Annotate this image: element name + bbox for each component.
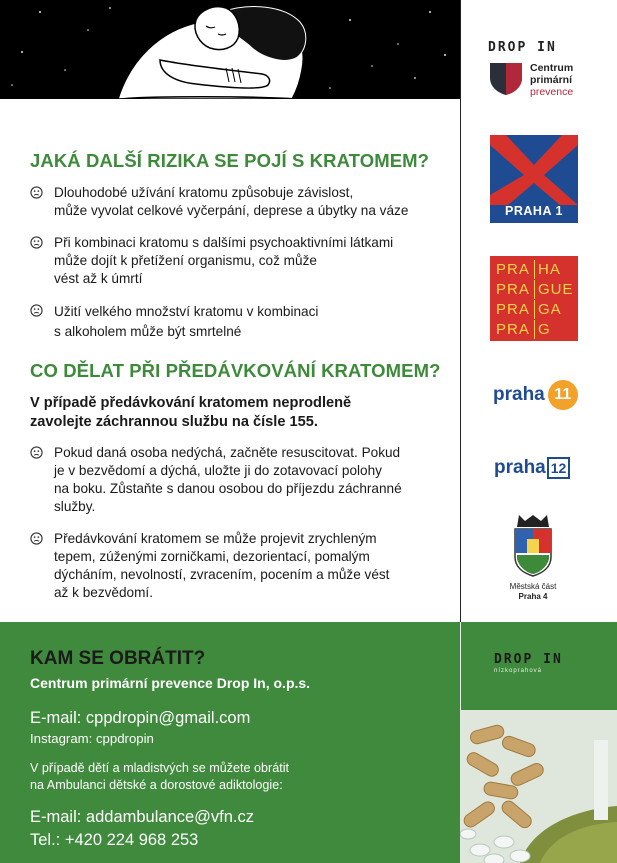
dropin-subtitle-2: primární [530, 74, 573, 86]
list-item-line: Užití velkého množství kratomu v kombinaci [54, 304, 319, 319]
lede-line: zavolejte záchrannou službu na čísle 155. [30, 414, 318, 430]
praha-tile-b2: GUE [534, 280, 572, 299]
sad-face-icon [30, 236, 43, 249]
section-overdose-heading: CO DĚLAT PŘI PŘEDÁVKOVÁNÍ KRATOMEM? [30, 360, 441, 381]
lede-line: V případě předávkování kratomem neprodleně [30, 395, 352, 411]
praha12-number: 12 [547, 457, 571, 479]
praha-tile-b1: PRA [496, 281, 530, 298]
list-item-line: s alkoholem může být smrtelné [54, 324, 242, 339]
praha-tile-c1: PRA [496, 301, 530, 318]
list-item-line: až k bezvědomí. [54, 585, 153, 600]
praha4-coat-of-arms-icon [511, 513, 555, 577]
dropin-logo [488, 40, 603, 104]
praha1-cross-icon [490, 135, 578, 205]
list-item-line: může vyvolat celkové vyčerpání, deprese a úbytky na váze [54, 203, 409, 218]
dropin-footer-logo [494, 652, 594, 674]
contact-block [30, 648, 430, 850]
contact-email-link[interactable]: E-mail: cppdropin@gmail.com [30, 709, 251, 727]
contact-note [30, 760, 430, 794]
overdose-list [30, 444, 450, 602]
kratom-capsules-photo [460, 710, 617, 863]
praha-tile-d1: PRA [496, 321, 530, 338]
praha11-badge [548, 380, 578, 410]
praha11-number: 11 [554, 386, 572, 403]
list-item-line: dýcháním, nevolností, zvracením, pocením a může vést [54, 567, 390, 582]
list-item-line: je v bezvědomí a dýchá, uložte ji do zotavovací polohy [54, 463, 382, 478]
list-item [30, 184, 450, 220]
dropin-subtitle-3: prevence [530, 86, 574, 98]
list-item-line: tepem, zúženými zorničkami, dezorientací, pomalým [54, 549, 370, 564]
list-item-line: Dlouhodobé užívání kratomu způsobuje závislost, [54, 185, 354, 200]
sad-face-icon [30, 186, 43, 199]
praha-tile-c2: GA [534, 300, 572, 319]
praha12-logo [494, 453, 594, 483]
footer-divider [460, 622, 461, 710]
dropin-logo-word: DROP IN [488, 40, 557, 55]
ambulance-email-link[interactable]: E-mail: addambulance@vfn.cz [30, 808, 255, 826]
list-item-line: Pokud daná osoba nedýchá, začněte resuscitovat. Pokud [54, 445, 401, 460]
contact-instagram-link[interactable]: Instagram: cppdropin [30, 731, 154, 746]
sad-face-icon [30, 304, 43, 317]
praha4-caption-2: Praha 4 [518, 592, 548, 601]
contact-organization: Centrum primární prevence Drop In, o.p.s. [30, 675, 311, 691]
praha-tile-a2: HA [534, 260, 572, 279]
dropin-subtitle-1: Centrum [530, 62, 574, 74]
list-item-line: na boku. Zůstaňte s danou osobou do příjezdu záchranné [54, 481, 402, 496]
praha12-word: praha [494, 457, 546, 478]
sad-face-icon [30, 532, 43, 545]
praha-tile-a1: PRA [496, 261, 530, 278]
contact-footer [0, 622, 617, 863]
risks-list [30, 184, 450, 342]
dropin-footer-word: DROP IN [494, 652, 563, 667]
contact-heading: KAM SE OBRÁTIT? [30, 648, 206, 669]
partner-logos [461, 0, 617, 622]
praha4-caption-1: Městská část [509, 582, 557, 591]
praha11-word: praha [493, 384, 545, 405]
praha4-logo [505, 513, 561, 608]
note-line: na Ambulanci dětské a dorostové adiktologie: [30, 778, 283, 792]
list-item-line: služby. [54, 499, 96, 514]
shield-icon [488, 60, 524, 96]
sleeping-person-illustration [0, 0, 461, 99]
list-item-line: vést až k úmrtí [54, 271, 143, 286]
praha1-logo [490, 135, 578, 223]
section-risks-heading: JAKÁ DALŠÍ RIZIKA SE POJÍ S KRATOMEM? [30, 150, 430, 171]
dropin-footer-tagline: nízkoprahová [494, 668, 543, 674]
list-item-line: může dojít k přetížení organismu, což může [54, 253, 317, 268]
list-item [30, 234, 450, 288]
sad-face-icon [30, 446, 43, 459]
praha1-label: PRAHA 1 [505, 204, 563, 218]
overdose-lede [30, 394, 450, 432]
praha11-logo [493, 377, 593, 413]
list-item [30, 530, 450, 602]
list-item-line: Předávkování kratomem se může projevit zrychleným [54, 531, 377, 546]
note-line: V případě dětí a mladistvých se můžete obrátit [30, 761, 290, 775]
list-item [30, 302, 450, 342]
main-content [30, 150, 450, 616]
list-item [30, 444, 450, 516]
praha-tile-d2: G [534, 320, 572, 339]
ambulance-phone-link[interactable]: Tel.: +420 224 968 253 [30, 831, 199, 849]
praha-multilingual-logo [490, 256, 578, 341]
hero-illustration [0, 0, 461, 99]
list-item-line: Při kombinaci kratomu s dalšími psychoaktivními látkami [54, 235, 394, 250]
